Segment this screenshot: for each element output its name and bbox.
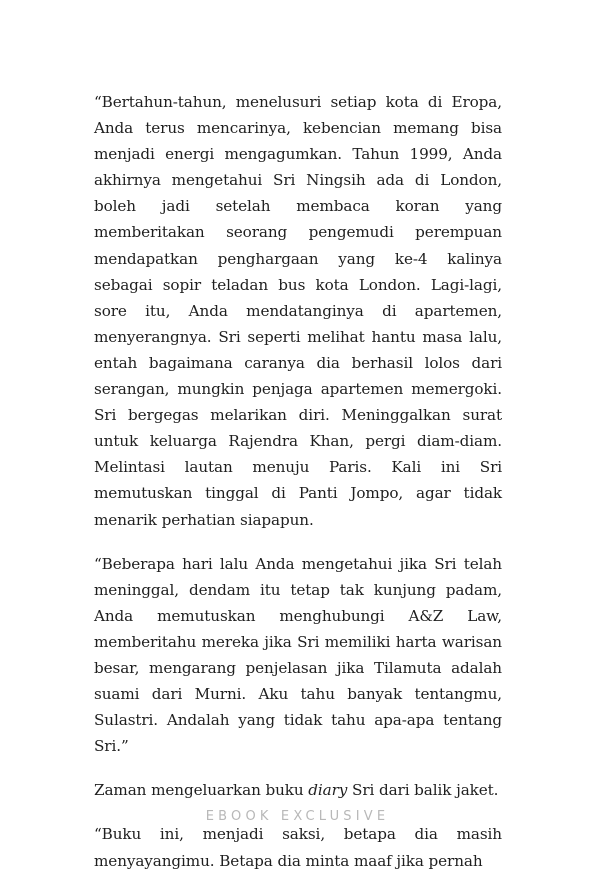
paragraph-3 xyxy=(94,777,502,803)
footer-label: EBOOK EXCLUSIVE xyxy=(205,809,390,824)
paragraph-1: “Bertahun-tahun, menelusuri setiap kota di Eropa, Anda terus mencarinya, kebencian memang bisa menjadi energi mengagumkan. Tahun 1999, Anda akhirnya mengetahui Sri Ningsih ada di London, boleh jadi setelah membaca koran yang memberitakan seorang pengemudi perempuan mendapatkan penghargaan yang ke-4 kalinya sebagai sopir teladan bus kota London. Lagi-lagi, sore itu, Anda mendatanginya di apartemen, menyerangnya. Sri seperti melihat hantu masa lalu, entah bagaimana caranya dia berhasil lolos dari serangan, mungkin penjaga apartemen memergoki. Sri bergegas melarikan diri. Meninggalkan surat untuk keluarga Rajendra Khan, pergi diam-diam. Melintasi lautan menuju Paris. Kali ini Sri memutuskan tinggal di Panti Jompo, agar tidak menarik perhatian siapapun. xyxy=(94,93,502,529)
paragraph-4: “Buku ini, menjadi saksi, betapa dia masih menyayangimu. Betapa dia minta maaf jika pernah xyxy=(94,825,502,870)
page-body xyxy=(94,89,502,892)
paragraph-2: “Beberapa hari lalu Anda mengetahui jika Sri telah meninggal, dendam itu tetap tak kunjung padam, Anda memutuskan menghubungi A&Z Law, memberitahu mereka jika Sri memiliki harta warisan besar, mengarang penjelasan jika Tilamuta adalah suami dari Murni. Aku tahu banyak tentangmu, Sulastri. Andalah yang tidak tahu apa-apa tentang Sri.” xyxy=(94,554,502,756)
paragraph-3-text-start: Zaman mengeluarkan buku xyxy=(94,781,309,800)
paragraph-3-text-end: Sri dari balik jaket. xyxy=(347,781,499,800)
diary-italic-word: diary xyxy=(308,781,348,800)
